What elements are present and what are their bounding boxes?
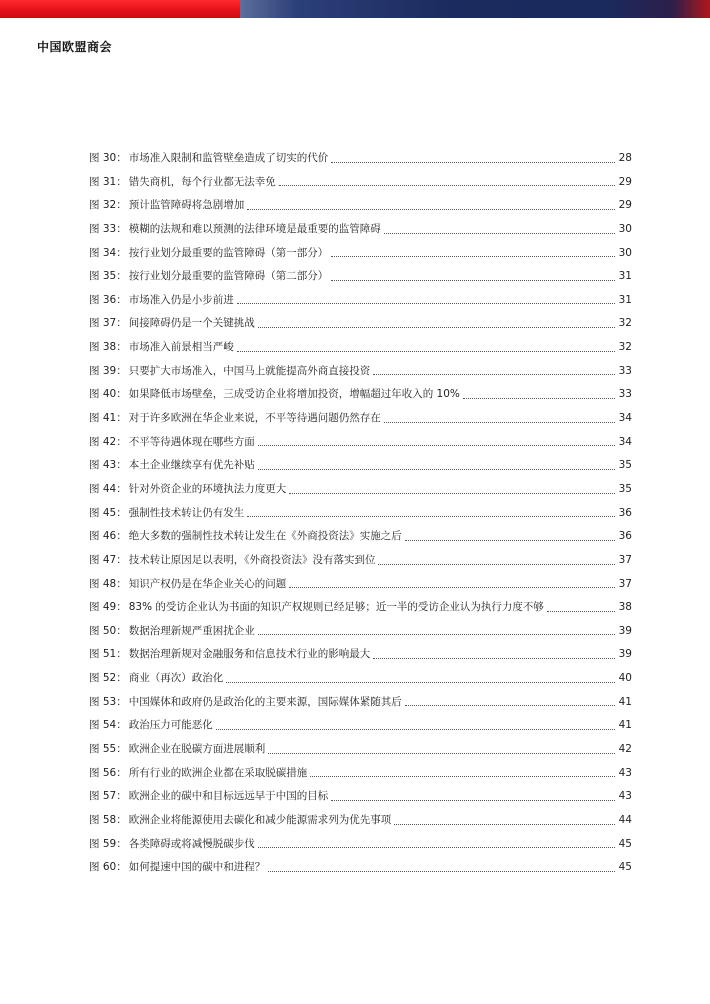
page-number: 33 <box>618 364 632 377</box>
dot-leader <box>226 682 615 683</box>
figure-title: 强制性技术转让仍有发生 <box>128 506 245 519</box>
figure-number: 图 37： <box>89 317 127 330</box>
figure-list-entry[interactable] <box>89 691 632 715</box>
figure-title: 如何提速中国的碳中和进程？ <box>128 861 266 874</box>
page-number: 33 <box>618 388 632 401</box>
figure-list-entry[interactable] <box>89 454 632 478</box>
dot-leader <box>247 516 615 517</box>
page-number: 37 <box>618 553 632 566</box>
header-color-band <box>0 0 710 18</box>
dot-leader <box>331 162 615 163</box>
figure-title: 所有行业的欧洲企业都在采取脱碳措施 <box>128 766 308 779</box>
figure-list-entry[interactable] <box>89 738 632 762</box>
page-number: 32 <box>618 317 632 330</box>
page-number: 31 <box>618 270 632 283</box>
page-number: 41 <box>618 719 632 732</box>
dot-leader <box>463 398 615 399</box>
figure-number: 图 48： <box>89 577 127 590</box>
dot-leader <box>373 658 615 659</box>
figure-title: 市场准入前景相当严峻 <box>128 341 234 354</box>
figure-number: 图 49： <box>89 601 127 614</box>
page-number: 38 <box>618 601 632 614</box>
figure-number: 图 34： <box>89 246 127 259</box>
figure-number: 图 35： <box>89 270 127 283</box>
figure-title: 各类障碍或将减慢脱碳步伐 <box>128 837 255 850</box>
page-number: 34 <box>618 435 632 448</box>
dot-leader <box>258 469 615 470</box>
figure-list-entry[interactable] <box>89 785 632 809</box>
figure-title: 按行业划分最重要的监管障碍（第一部分） <box>128 246 329 259</box>
figure-title: 错失商机，每个行业都无法幸免 <box>128 175 276 188</box>
page-number: 30 <box>618 246 632 259</box>
page-number: 37 <box>618 577 632 590</box>
dot-leader <box>547 611 615 612</box>
dot-leader <box>331 800 615 801</box>
figure-list-entry[interactable] <box>89 218 632 242</box>
header-navy-band <box>240 0 710 18</box>
figure-number: 图 46： <box>89 530 127 543</box>
dot-leader <box>384 233 615 234</box>
figure-title: 模糊的法规和难以预测的法律环境是最重要的监管障碍 <box>128 222 381 235</box>
figure-number: 图 39： <box>89 364 127 377</box>
figure-list-entry[interactable] <box>89 194 632 218</box>
dot-leader <box>216 729 615 730</box>
figure-list-entry[interactable] <box>89 289 632 313</box>
figure-title: 欧洲企业在脱碳方面进展顺利 <box>128 743 266 755</box>
page-number: 45 <box>618 861 632 874</box>
page-number: 43 <box>618 766 632 779</box>
figure-number: 图 45： <box>89 506 127 519</box>
figure-list-entry[interactable] <box>89 762 632 786</box>
figure-list-entry[interactable] <box>89 573 632 597</box>
figure-list-entry[interactable] <box>89 856 632 880</box>
figure-number: 图 59： <box>89 837 127 850</box>
page-number: 34 <box>618 412 632 425</box>
page-number: 44 <box>618 813 632 826</box>
figure-list-entry[interactable] <box>89 407 632 431</box>
figure-title: 数据治理新规对金融服务和信息技术行业的影响最大 <box>128 648 371 661</box>
figure-title: 中国媒体和政府仍是政治化的主要来源，国际媒体紧随其后 <box>128 695 402 708</box>
figure-number: 图 36： <box>89 293 127 306</box>
page-number: 36 <box>618 530 632 543</box>
figure-list-entry[interactable] <box>89 360 632 384</box>
figure-number: 图 58： <box>89 813 127 826</box>
figure-number: 图 42： <box>89 435 127 448</box>
figure-title: 市场准入仍是小步前进 <box>128 293 234 306</box>
figure-list-entry[interactable] <box>89 809 632 833</box>
figure-title: 如果降低市场壁垒，三成受访企业将增加投资，增幅超过年收入的 10% <box>128 388 460 401</box>
page-number: 28 <box>618 151 632 164</box>
figure-list-entry[interactable] <box>89 502 632 526</box>
figure-number: 图 50： <box>89 624 127 637</box>
figure-list-entry[interactable] <box>89 336 632 360</box>
figure-title: 间接障碍仍是一个关键挑战 <box>128 317 255 330</box>
figure-list-entry[interactable] <box>89 147 632 171</box>
figure-title: 按行业划分最重要的监管障碍（第二部分） <box>128 270 329 283</box>
page-number: 29 <box>618 175 632 188</box>
dot-leader <box>258 634 615 635</box>
figure-number: 图 54： <box>89 719 127 732</box>
figure-title: 83% 的受访企业认为书面的知识产权规则已经足够；近一半的受访企业认为执行力度不够 <box>128 601 544 614</box>
figure-title: 对于许多欧洲在华企业来说，不平等待遇问题仍然存在 <box>128 412 381 425</box>
dot-leader <box>394 824 615 825</box>
dot-leader <box>247 209 615 210</box>
figure-list-entry[interactable] <box>89 171 632 195</box>
dot-leader <box>384 422 615 423</box>
figure-list-entry[interactable] <box>89 549 632 573</box>
dot-leader <box>268 871 615 872</box>
page-number: 30 <box>618 222 632 235</box>
figure-number: 图 33： <box>89 222 127 235</box>
figure-title: 针对外资企业的环境执法力度更大 <box>128 482 287 495</box>
figure-title: 商业（再次）政治化 <box>128 672 224 685</box>
dot-leader <box>258 847 615 848</box>
page-number: 39 <box>618 648 632 661</box>
figure-title: 欧洲企业的碳中和目标远远早于中国的目标 <box>128 790 329 803</box>
page-number: 42 <box>618 743 632 755</box>
dot-leader <box>289 587 615 588</box>
dot-leader <box>373 374 615 375</box>
figure-number: 图 55： <box>89 743 127 755</box>
figure-list-entry[interactable] <box>89 833 632 857</box>
page-number: 40 <box>618 672 632 685</box>
figure-list-entry[interactable] <box>89 383 632 407</box>
figure-number: 图 47： <box>89 553 127 566</box>
figure-list-entry[interactable] <box>89 478 632 502</box>
figure-title: 技术转让原因足以表明，《外商投资法》没有落实到位 <box>128 553 376 566</box>
page-number: 36 <box>618 506 632 519</box>
figure-list-entry[interactable] <box>89 431 632 455</box>
dot-leader <box>258 445 615 446</box>
figure-list-entry[interactable] <box>89 643 632 667</box>
figure-number: 图 53： <box>89 695 127 708</box>
organization-name: 中国欧盟商会 <box>37 40 113 54</box>
figure-title: 市场准入限制和监管壁垒造成了切实的代价 <box>128 151 329 164</box>
figure-title: 绝大多数的强制性技术转让发生在《外商投资法》实施之后 <box>128 530 402 543</box>
page-number: 43 <box>618 790 632 803</box>
dot-leader <box>378 564 615 565</box>
page-number: 32 <box>618 341 632 354</box>
header-red-band <box>0 0 240 18</box>
figure-title: 预计监管障碍将急剧增加 <box>128 199 245 212</box>
dot-leader <box>237 351 615 352</box>
figure-list-entry[interactable] <box>89 714 632 738</box>
figure-title: 欧洲企业将能源使用去碳化和减少能源需求列为优先事项 <box>128 813 392 826</box>
figure-list-entry[interactable] <box>89 596 632 620</box>
page-number: 35 <box>618 459 632 472</box>
page-number: 41 <box>618 695 632 708</box>
figure-number: 图 52： <box>89 672 127 685</box>
page-number: 31 <box>618 293 632 306</box>
dot-leader <box>279 185 615 186</box>
page-number: 29 <box>618 199 632 212</box>
figure-list-entry[interactable] <box>89 312 632 336</box>
figure-list-entry[interactable] <box>89 525 632 549</box>
figure-number: 图 57： <box>89 790 127 803</box>
figure-number: 图 41： <box>89 412 127 425</box>
dot-leader <box>237 303 615 304</box>
dot-leader <box>268 753 615 754</box>
page-number: 39 <box>618 624 632 637</box>
dot-leader <box>405 705 615 706</box>
figure-list <box>89 147 632 880</box>
page-number: 45 <box>618 837 632 850</box>
dot-leader <box>258 327 615 328</box>
figure-number: 图 56： <box>89 766 127 779</box>
dot-leader <box>405 540 615 541</box>
figure-number: 图 30： <box>89 151 127 164</box>
figure-title: 本土企业继续享有优先补贴 <box>128 459 255 472</box>
figure-number: 图 32： <box>89 199 127 212</box>
figure-number: 图 40： <box>89 388 127 401</box>
dot-leader <box>310 776 615 777</box>
page-number: 35 <box>618 482 632 495</box>
figure-number: 图 60： <box>89 861 127 874</box>
figure-list-entry[interactable] <box>89 265 632 289</box>
figure-list-entry[interactable] <box>89 620 632 644</box>
figure-title: 不平等待遇体现在哪些方面 <box>128 435 255 448</box>
figure-list-entry[interactable] <box>89 242 632 266</box>
figure-title: 知识产权仍是在华企业关心的问题 <box>128 577 287 590</box>
figure-title: 政治压力可能恶化 <box>128 719 213 732</box>
figure-number: 图 51： <box>89 648 127 661</box>
figure-number: 图 44： <box>89 482 127 495</box>
figure-title: 数据治理新规严重困扰企业 <box>128 624 255 637</box>
figure-number: 图 31： <box>89 175 127 188</box>
dot-leader <box>331 280 615 281</box>
dot-leader <box>289 493 615 494</box>
figure-number: 图 43： <box>89 459 127 472</box>
figure-title: 只要扩大市场准入，中国马上就能提高外商直接投资 <box>128 364 371 377</box>
figure-number: 图 38： <box>89 341 127 354</box>
figure-list-entry[interactable] <box>89 667 632 691</box>
dot-leader <box>331 256 615 257</box>
